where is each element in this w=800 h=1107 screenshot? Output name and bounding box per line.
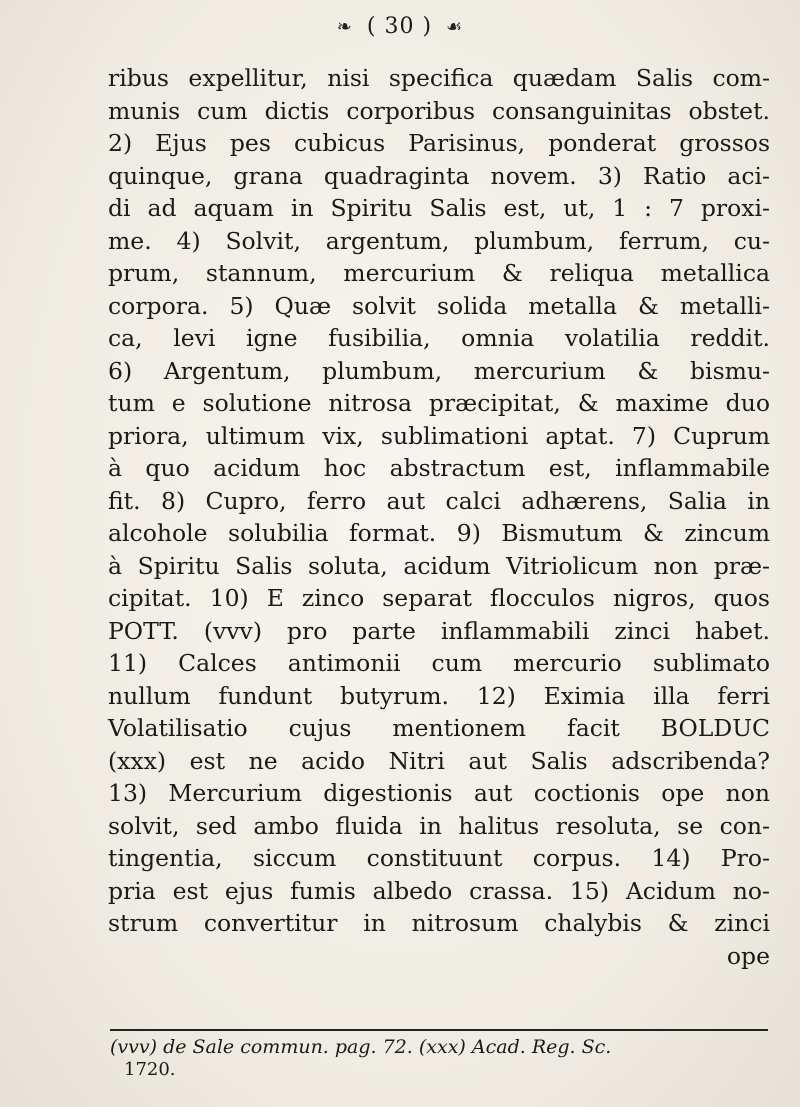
text-line: munis cum dictis corporibus consanguinitas obstet.: [108, 96, 770, 125]
text-line: fit. 8) Cupro, ferro aut calci adhærens, Salia in: [108, 486, 770, 515]
text-line: 13) Mercurium digestionis aut coctionis ope non: [108, 779, 770, 807]
text-line: 11) Calces antimonii cum mercurio sublimato: [108, 649, 770, 677]
text-line: cipitat. 10) E zinco separat flocculos nigros, quos: [108, 584, 770, 612]
footnote-divider: [110, 1029, 768, 1031]
catchword: ope: [726, 941, 770, 970]
text-line: 6) Argentum, plumbum, mercurium & bismu-: [108, 356, 770, 385]
text-line: me. 4) Solvit, argentum, plumbum, ferrum, cu-: [108, 226, 770, 255]
text-line: POTT. (vvv) pro parte inflammabili zinci habet.: [108, 616, 770, 645]
text-line: à quo acidum hoc abstractum est, inflammabile: [108, 454, 770, 482]
text-line: nullum fundunt butyrum. 12) Eximia illa ferri: [108, 681, 770, 710]
footnote: (vvv) de Sale commun. pag. 72. (xxx) Acad. Reg. Sc.: [110, 1036, 612, 1058]
page-number: ( 30 ): [366, 14, 433, 39]
text-line: prum, stannum, mercurium & reliqua metallica: [108, 259, 770, 287]
text-line: alcohole solubilia format. 9) Bismutum & zincum: [108, 519, 770, 547]
text-line: tum e solutione nitrosa præcipitat, & maxime duo: [108, 389, 770, 417]
text-line: priora, ultimum vix, sublimationi aptat. 7) Cuprum: [108, 421, 770, 450]
text-line: corpora. 5) Quæ solvit solida metalla & metalli-: [108, 291, 770, 320]
text-line: solvit, sed ambo fluida in halitus resoluta, se con-: [108, 811, 770, 840]
text-line: di ad aquam in Spiritu Salis est, ut, 1 : 7 proxi-: [108, 194, 770, 222]
footnote-year: 1720.: [124, 1059, 176, 1080]
text-line: ribus expellitur, nisi specifica quædam Salis com-: [108, 64, 770, 92]
left-ornament-icon: ❧: [336, 16, 353, 38]
text-line: ca, levi igne fusibilia, omnia volatilia reddit.: [108, 324, 770, 352]
text-line: 2) Ejus pes cubicus Parisinus, ponderat grossos: [108, 129, 770, 157]
right-ornament-icon: ☙: [446, 16, 464, 38]
text-line: strum convertitur in nitrosum chalybis & zinci: [108, 909, 770, 937]
text-line: (xxx) est ne acido Nitri aut Salis adscribenda?: [108, 746, 770, 775]
text-line: pria est ejus fumis albedo crassa. 15) Acidum no-: [108, 876, 770, 905]
text-line: Volatilisatio cujus mentionem facit BOLDUC: [108, 714, 770, 742]
text-line: à Spiritu Salis soluta, acidum Vitriolicum non præ-: [108, 551, 770, 580]
main-text: [108, 62, 770, 972]
text-line: tingentia, siccum constituunt corpus. 14) Pro-: [108, 844, 770, 872]
text-line: quinque, grana quadraginta novem. 3) Ratio aci-: [108, 161, 770, 190]
page-header: [0, 14, 800, 39]
